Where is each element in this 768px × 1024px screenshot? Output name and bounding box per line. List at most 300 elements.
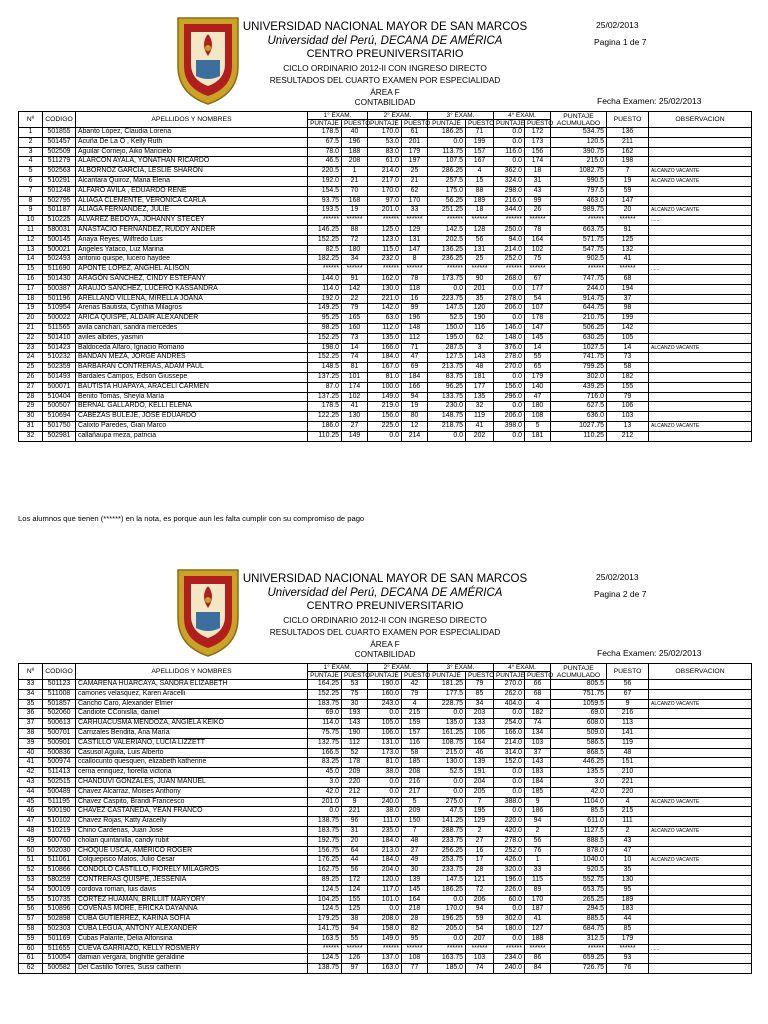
cell-observacion <box>649 768 752 778</box>
cell-nombre: Casusol Aguila, Luis Alberto <box>76 748 308 758</box>
cell-nombre: ARAGÓN SÁNCHEZ, CINDY ESTEFANY <box>76 274 308 284</box>
cell-num: 34 <box>19 689 43 699</box>
cell-exam2-puntaje: 190.0 <box>368 680 402 690</box>
cell-acumulado: 135.5 <box>551 768 607 778</box>
cell-exam4-puesto: 107 <box>525 304 551 314</box>
cell-exam1-puntaje: 162.75 <box>308 866 342 876</box>
cell-nombre: Alcantara Quiroz, Maria Elena <box>76 176 308 186</box>
cell-exam1-puesto: 34 <box>342 255 368 265</box>
cell-exam3-puntaje: 233.75 <box>428 866 466 876</box>
col-codigo: CODIGO <box>43 112 76 128</box>
cell-observacion <box>649 196 752 206</box>
cell-nombre: Baldoceda Alfaro, Ignacio Romario <box>76 343 308 353</box>
cell-num: 42 <box>19 768 43 778</box>
cell-observacion: ALCANZO VACANTE <box>649 176 752 186</box>
cell-exam2-puesto: 209 <box>402 807 428 817</box>
cell-exam1-puntaje: 78.0 <box>308 147 342 157</box>
cell-acumulado: 446.25 <box>551 758 607 768</box>
col-exam3: 3° EXAM. <box>428 112 494 120</box>
cell-exam3-puntaje: 215.0 <box>428 748 466 758</box>
cell-exam2-puntaje: 81.0 <box>368 758 402 768</box>
cell-puesto-final: 189 <box>607 895 649 905</box>
cell-exam1-puntaje: 114.0 <box>308 284 342 294</box>
cell-nombre: Angeles Yataco, Luz Marina <box>76 245 308 255</box>
cell-acumulado: 571.75 <box>551 235 607 245</box>
cell-exam4-puesto: 174 <box>525 157 551 167</box>
cell-exam1-puesto: 209 <box>342 768 368 778</box>
cell-exam3-puntaje: 175.0 <box>428 186 466 196</box>
cell-exam2-puesto: 80 <box>402 412 428 422</box>
cell-codigo: 511565 <box>43 323 76 333</box>
cell-exam4-puntaje: 0.0 <box>494 402 525 412</box>
cell-exam4-puntaje: 94.0 <box>494 235 525 245</box>
cell-exam4-puntaje: 324.0 <box>494 176 525 186</box>
cell-acumulado: 888.5 <box>551 836 607 846</box>
cell-exam2-puntaje: 0.0 <box>368 709 402 719</box>
cell-exam4-puntaje: 0.0 <box>494 807 525 817</box>
cell-exam2-puesto: 58 <box>402 748 428 758</box>
cell-exam2-puntaje: 235.0 <box>368 826 402 836</box>
cell-exam4-puntaje: 268.0 <box>494 274 525 284</box>
cell-exam2-puesto: 166 <box>402 382 428 392</box>
cell-observacion <box>649 235 752 245</box>
cell-exam4-puntaje: 0.0 <box>494 314 525 324</box>
cell-exam3-puntaje: 163.75 <box>428 954 466 964</box>
cell-exam4-puntaje: 0.0 <box>494 137 525 147</box>
cell-nombre: avila canchari, sandra mercedes <box>76 323 308 333</box>
cell-exam1-puesto: 53 <box>342 680 368 690</box>
cell-codigo: 502898 <box>43 915 76 925</box>
cell-acumulado: ****** <box>551 944 607 954</box>
cell-exam3-puesto: 71 <box>466 128 494 138</box>
cell-exam4-puntaje: 278.0 <box>494 836 525 846</box>
cell-puesto-final: 106 <box>607 402 649 412</box>
cell-puesto-final: 58 <box>607 363 649 373</box>
col-nombres: APELLIDOS Y NOMBRES <box>76 664 308 680</box>
cell-puesto-final: 93 <box>607 954 649 964</box>
table-row <box>19 787 752 797</box>
cell-exam4-puesto: 99 <box>525 196 551 206</box>
cell-exam2-puntaje: 208.0 <box>368 915 402 925</box>
cell-exam1-puntaje: 192.0 <box>308 294 342 304</box>
table-row <box>19 934 752 944</box>
cell-exam2-puntaje: 142.0 <box>368 304 402 314</box>
cell-exam4-puntaje: 252.0 <box>494 846 525 856</box>
cell-exam2-puntaje: 149.0 <box>368 934 402 944</box>
cell-exam4-puesto: 14 <box>525 343 551 353</box>
cell-exam3-puntaje: 96.25 <box>428 382 466 392</box>
cell-exam3-puesto: 139 <box>466 758 494 768</box>
cell-nombre: ALBORNOZ GARCIA, LESLIE SHARON <box>76 167 308 177</box>
cell-puesto-final: 95 <box>607 885 649 895</box>
cell-codigo: 501248 <box>43 186 76 196</box>
col-puesto: PUESTO <box>466 672 494 680</box>
cell-exam1-puntaje: 137.25 <box>308 372 342 382</box>
cell-exam1-puntaje: 98.25 <box>308 323 342 333</box>
cell-num: 51 <box>19 856 43 866</box>
page-number: Pagina 1 de 7 <box>594 37 647 47</box>
cell-puesto-final: 142 <box>607 323 649 333</box>
cell-exam2-puesto: 49 <box>402 856 428 866</box>
cell-exam1-puesto: ****** <box>342 216 368 226</box>
cell-exam2-puntaje: 130.0 <box>368 284 402 294</box>
cell-exam2-puesto: 28 <box>402 915 428 925</box>
cell-codigo: 500145 <box>43 235 76 245</box>
cell-acumulado: 989.75 <box>551 206 607 216</box>
cell-num: 12 <box>19 235 43 245</box>
cell-exam3-puntaje: 236.25 <box>428 255 466 265</box>
cell-exam3-puesto: 103 <box>466 954 494 964</box>
table-row <box>19 719 752 729</box>
cell-exam3-puesto: 189 <box>466 196 494 206</box>
cell-nombre: cordova roman, luis davis <box>76 885 308 895</box>
cell-exam2-puesto: 170 <box>402 196 428 206</box>
area-title: ÁREA F <box>370 87 400 97</box>
table-row <box>19 748 752 758</box>
cell-puesto-final: 91 <box>607 225 649 235</box>
cell-codigo: 502795 <box>43 196 76 206</box>
cell-puesto-final: ****** <box>607 265 649 275</box>
cell-nombre: ALVAREZ BEDOYA, JOHANNY STECEY <box>76 216 308 226</box>
cell-exam2-puntaje: 0.0 <box>368 905 402 915</box>
cell-exam3-puntaje: 287.5 <box>428 343 466 353</box>
cell-puesto-final: 130 <box>607 875 649 885</box>
cell-codigo: 500021 <box>43 245 76 255</box>
cell-exam2-puntaje: 137.0 <box>368 954 402 964</box>
cell-codigo: 580031 <box>43 225 76 235</box>
cell-exam4-puesto: ****** <box>525 944 551 954</box>
cell-exam1-puntaje: 198.0 <box>308 343 342 353</box>
cell-observacion: ALCANZO VACANTE <box>649 421 752 431</box>
cell-exam1-puesto: 174 <box>342 382 368 392</box>
cell-observacion: ...... <box>649 944 752 954</box>
cell-codigo: 502030 <box>43 846 76 856</box>
cell-exam3-puesto: 27 <box>466 836 494 846</box>
cell-codigo: 500387 <box>43 284 76 294</box>
table-row <box>19 157 752 167</box>
col-puntaje: PUNTAJE <box>428 120 466 128</box>
cell-exam3-puntaje: 185.0 <box>428 964 466 974</box>
cell-observacion <box>649 186 752 196</box>
cell-observacion <box>649 689 752 699</box>
cell-puesto-final: 198 <box>607 157 649 167</box>
col-exam4: 4° EXAM. <box>494 112 551 120</box>
cell-nombre: Cancho Caro, Alexander Elmer <box>76 699 308 709</box>
table-row <box>19 196 752 206</box>
cell-acumulado: 914.75 <box>551 294 607 304</box>
cell-puesto-final: ****** <box>607 944 649 954</box>
cell-exam4-puesto: 172 <box>525 128 551 138</box>
col-puesto: PUESTO <box>342 120 368 128</box>
cell-exam3-puntaje: 135.0 <box>428 719 466 729</box>
cell-puesto-final: 68 <box>607 274 649 284</box>
table-row <box>19 885 752 895</box>
cell-exam1-puntaje: 220.5 <box>308 167 342 177</box>
cell-exam3-puntaje: 288.75 <box>428 826 466 836</box>
cell-exam2-puesto: 179 <box>402 147 428 157</box>
cell-nombre: Colquepisco Matos, Julio Cesar <box>76 856 308 866</box>
cell-exam1-puesto: 31 <box>342 826 368 836</box>
col-puesto: PUESTO <box>525 672 551 680</box>
cell-exam1-puesto: 56 <box>342 866 368 876</box>
cell-exam1-puntaje: 69.0 <box>308 709 342 719</box>
cell-codigo: 500507 <box>43 402 76 412</box>
cell-exam4-puesto: 84 <box>525 964 551 974</box>
table-row <box>19 294 752 304</box>
col-exam2: 2° EXAM. <box>368 664 428 672</box>
cell-exam4-puesto: 18 <box>525 167 551 177</box>
cell-nombre: ALIAGA CLEMENTE, VERONICA CARLA <box>76 196 308 206</box>
cell-exam2-puntaje: 225.0 <box>368 421 402 431</box>
cell-observacion <box>649 680 752 690</box>
cell-observacion <box>649 284 752 294</box>
cell-exam1-puntaje: 183.75 <box>308 826 342 836</box>
cell-exam4-puesto: 177 <box>525 284 551 294</box>
cell-exam1-puntaje: 179.25 <box>308 915 342 925</box>
cell-puesto-final: 221 <box>607 777 649 787</box>
cell-nombre: CAMARENA HUARCAYA, SANDRA ELIZABETH <box>76 680 308 690</box>
cell-exam1-puntaje: 104.25 <box>308 895 342 905</box>
cell-num: 32 <box>19 431 43 441</box>
cell-codigo: 502060 <box>43 709 76 719</box>
cell-codigo: 501123 <box>43 680 76 690</box>
cell-observacion <box>649 382 752 392</box>
cell-puesto-final: 183 <box>607 905 649 915</box>
cell-exam1-puntaje: 3.0 <box>308 777 342 787</box>
table-row <box>19 235 752 245</box>
table-row <box>19 255 752 265</box>
cell-nombre: damian vergara, brighitte geraldine <box>76 954 308 964</box>
cell-acumulado: 1104.0 <box>551 797 607 807</box>
col-num: Nº <box>19 112 43 128</box>
cell-exam3-puntaje: 0.0 <box>428 431 466 441</box>
cell-puesto-final: 47 <box>607 846 649 856</box>
cell-exam2-puesto: 129 <box>402 225 428 235</box>
cell-exam3-puesto: 207 <box>466 934 494 944</box>
cell-exam3-puesto: 119 <box>466 412 494 422</box>
cell-exam4-puesto: 1 <box>525 856 551 866</box>
ciclo-title: CICLO ORDINARIO 2012-II CON INGRESO DIRECTO <box>283 615 487 625</box>
cell-exam1-puntaje: 89.25 <box>308 875 342 885</box>
cell-nombre: callañaupa meza, patricia <box>76 431 308 441</box>
table-row <box>19 186 752 196</box>
cell-exam4-puntaje: ****** <box>494 265 525 275</box>
table-row <box>19 167 752 177</box>
cell-exam2-puesto: 27 <box>402 846 428 856</box>
cell-nombre: CHOQUE USCA, AMÉRICO ROGER <box>76 846 308 856</box>
cell-exam4-puesto: 140 <box>525 382 551 392</box>
cell-exam2-puntaje: 0.0 <box>368 787 402 797</box>
cell-acumulado: 611.0 <box>551 817 607 827</box>
cell-exam1-puesto: 102 <box>342 392 368 402</box>
cell-exam2-puntaje: 111.0 <box>368 817 402 827</box>
cell-exam3-puesto: 143 <box>466 353 494 363</box>
cell-exam4-puesto: 89 <box>525 885 551 895</box>
cell-exam4-puesto: 68 <box>525 689 551 699</box>
cell-exam4-puesto: 94 <box>525 817 551 827</box>
table-row <box>19 768 752 778</box>
cell-acumulado: 463.0 <box>551 196 607 206</box>
cell-puesto-final: 105 <box>607 333 649 343</box>
cell-exam4-puntaje: 226.0 <box>494 885 525 895</box>
table-row <box>19 128 752 138</box>
cell-codigo: 500901 <box>43 738 76 748</box>
cell-codigo: 502509 <box>43 147 76 157</box>
cell-exam1-puntaje: 156.75 <box>308 846 342 856</box>
cell-exam4-puesto: 173 <box>525 137 551 147</box>
cell-exam3-puesto: 106 <box>466 728 494 738</box>
col-acumulado: PUNTAJE ACUMULADO <box>551 112 607 128</box>
cell-exam4-puntaje: 0.0 <box>494 284 525 294</box>
cell-exam1-puntaje: 146.25 <box>308 225 342 235</box>
cell-puesto-final: 125 <box>607 235 649 245</box>
cell-exam3-puesto: 7 <box>466 797 494 807</box>
table-row <box>19 807 752 817</box>
cell-num: 6 <box>19 176 43 186</box>
cell-exam3-puntaje: 195.0 <box>428 333 466 343</box>
cell-exam3-puesto: 85 <box>466 689 494 699</box>
cell-nombre: Calixto Paredes, Gian Marco <box>76 421 308 431</box>
cell-num: 1 <box>19 128 43 138</box>
cell-exam3-puntaje: 257.5 <box>428 176 466 186</box>
cell-codigo: 510291 <box>43 176 76 186</box>
cell-exam2-puntaje: 184.0 <box>368 856 402 866</box>
table-row <box>19 372 752 382</box>
cell-codigo: 500760 <box>43 836 76 846</box>
cell-nombre: camones velasquez, Karen Aracelli <box>76 689 308 699</box>
cell-exam4-puntaje: 278.0 <box>494 353 525 363</box>
cell-acumulado: 552.75 <box>551 875 607 885</box>
cell-codigo: 501410 <box>43 333 76 343</box>
cell-exam3-puesto: 74 <box>466 964 494 974</box>
cell-exam1-puesto: 160 <box>342 323 368 333</box>
cell-puesto-final: 20 <box>607 206 649 216</box>
cell-exam1-puntaje: 124.5 <box>308 905 342 915</box>
cell-codigo: 502493 <box>43 255 76 265</box>
cell-exam4-puntaje: 376.0 <box>494 343 525 353</box>
cell-exam3-puesto: 199 <box>466 137 494 147</box>
cell-exam2-puesto: 7 <box>402 826 428 836</box>
cell-exam3-puesto: 167 <box>466 157 494 167</box>
cell-exam2-puesto: 131 <box>402 235 428 245</box>
cell-nombre: cholan quintanilla, candy rubit <box>76 836 308 846</box>
cell-exam1-puntaje: 42.0 <box>308 787 342 797</box>
cell-acumulado: 439.25 <box>551 382 607 392</box>
cell-exam2-puesto: ****** <box>402 944 428 954</box>
cell-exam2-puesto: 61 <box>402 128 428 138</box>
cell-exam4-puntaje: 398.0 <box>494 421 525 431</box>
cell-num: 33 <box>19 680 43 690</box>
cell-nombre: Chavez Alcarraz, Moises Anthony <box>76 787 308 797</box>
cell-num: 62 <box>19 964 43 974</box>
cell-exam4-puntaje: 254.0 <box>494 719 525 729</box>
cell-observacion <box>649 817 752 827</box>
cell-exam2-puntaje: 243.0 <box>368 699 402 709</box>
cell-exam2-puesto: 112 <box>402 333 428 343</box>
cell-num: 37 <box>19 719 43 729</box>
cell-exam4-puntaje: ****** <box>494 944 525 954</box>
table-row <box>19 954 752 964</box>
cell-exam4-puesto: 134 <box>525 728 551 738</box>
cell-exam2-puntaje: 81.0 <box>368 372 402 382</box>
cell-observacion <box>649 245 752 255</box>
cell-exam1-puesto: 44 <box>342 856 368 866</box>
cell-exam4-puesto: 66 <box>525 680 551 690</box>
cell-exam3-puesto: 46 <box>466 748 494 758</box>
cell-num: 7 <box>19 186 43 196</box>
cell-exam2-puntaje: 232.0 <box>368 255 402 265</box>
ciclo-title: CICLO ORDINARIO 2012-II CON INGRESO DIRECTO <box>283 63 487 73</box>
cell-exam1-puesto: 88 <box>342 225 368 235</box>
cell-exam1-puesto: 208 <box>342 157 368 167</box>
cell-acumulado: 85.5 <box>551 807 607 817</box>
cell-exam4-puntaje: 220.0 <box>494 817 525 827</box>
cell-exam1-puesto: 20 <box>342 836 368 846</box>
cell-codigo: 502303 <box>43 924 76 934</box>
cell-exam1-puntaje: 95.25 <box>308 314 342 324</box>
cell-observacion <box>649 728 752 738</box>
cell-exam1-puntaje: 178.5 <box>308 128 342 138</box>
cell-exam3-puntaje: 196.25 <box>428 915 466 925</box>
cell-exam3-puntaje: 230.0 <box>428 402 466 412</box>
cell-exam1-puntaje: 138.75 <box>308 817 342 827</box>
cell-exam4-puesto: 181 <box>525 431 551 441</box>
cell-exam3-puntaje: 205.0 <box>428 924 466 934</box>
table-row <box>19 343 752 353</box>
cell-exam4-puntaje: 302.0 <box>494 915 525 925</box>
cell-codigo: 510232 <box>43 353 76 363</box>
cell-exam3-puntaje: 133.75 <box>428 392 466 402</box>
cell-codigo: 501423 <box>43 343 76 353</box>
cell-exam1-puesto: ****** <box>342 265 368 275</box>
cell-exam2-puntaje: 217.0 <box>368 176 402 186</box>
cell-nombre: CONTRERAS QUISPE, JESSENIA <box>76 875 308 885</box>
cell-exam2-puesto: 21 <box>402 176 428 186</box>
cell-puesto-final: 119 <box>607 738 649 748</box>
cell-exam1-puesto: 220 <box>342 777 368 787</box>
cell-exam3-puesto: 32 <box>466 402 494 412</box>
col-puntaje: PUNTAJE <box>494 120 525 128</box>
cell-exam4-puntaje: 216.0 <box>494 196 525 206</box>
cell-exam4-puntaje: 240.0 <box>494 964 525 974</box>
table-row <box>19 817 752 827</box>
cell-num: 17 <box>19 284 43 294</box>
col-exam4: 4° EXAM. <box>494 664 551 672</box>
cell-exam3-puntaje: 213.75 <box>428 363 466 373</box>
table-row <box>19 137 752 147</box>
cell-exam3-puesto: 17 <box>466 856 494 866</box>
cell-puesto-final: 43 <box>607 836 649 846</box>
cell-acumulado: 885.5 <box>551 915 607 925</box>
cell-puesto-final: 76 <box>607 964 649 974</box>
cell-puesto-final: 98 <box>607 304 649 314</box>
cell-nombre: APONTE LOPEZ, ANGHEL ALISON <box>76 265 308 275</box>
cell-exam1-puntaje: 186.0 <box>308 421 342 431</box>
cell-nombre: antonio quispe, lucero haydee <box>76 255 308 265</box>
cell-exam4-puntaje: 250.0 <box>494 225 525 235</box>
cell-acumulado: 653.75 <box>551 885 607 895</box>
table-row <box>19 363 752 373</box>
cell-exam4-puesto: 108 <box>525 412 551 422</box>
table-row <box>19 709 752 719</box>
cell-exam2-puntaje: 106.0 <box>368 728 402 738</box>
cell-codigo: 510694 <box>43 412 76 422</box>
table-row <box>19 392 752 402</box>
cell-acumulado: 751.75 <box>551 689 607 699</box>
cell-num: 39 <box>19 738 43 748</box>
cell-observacion <box>649 323 752 333</box>
cell-num: 44 <box>19 787 43 797</box>
